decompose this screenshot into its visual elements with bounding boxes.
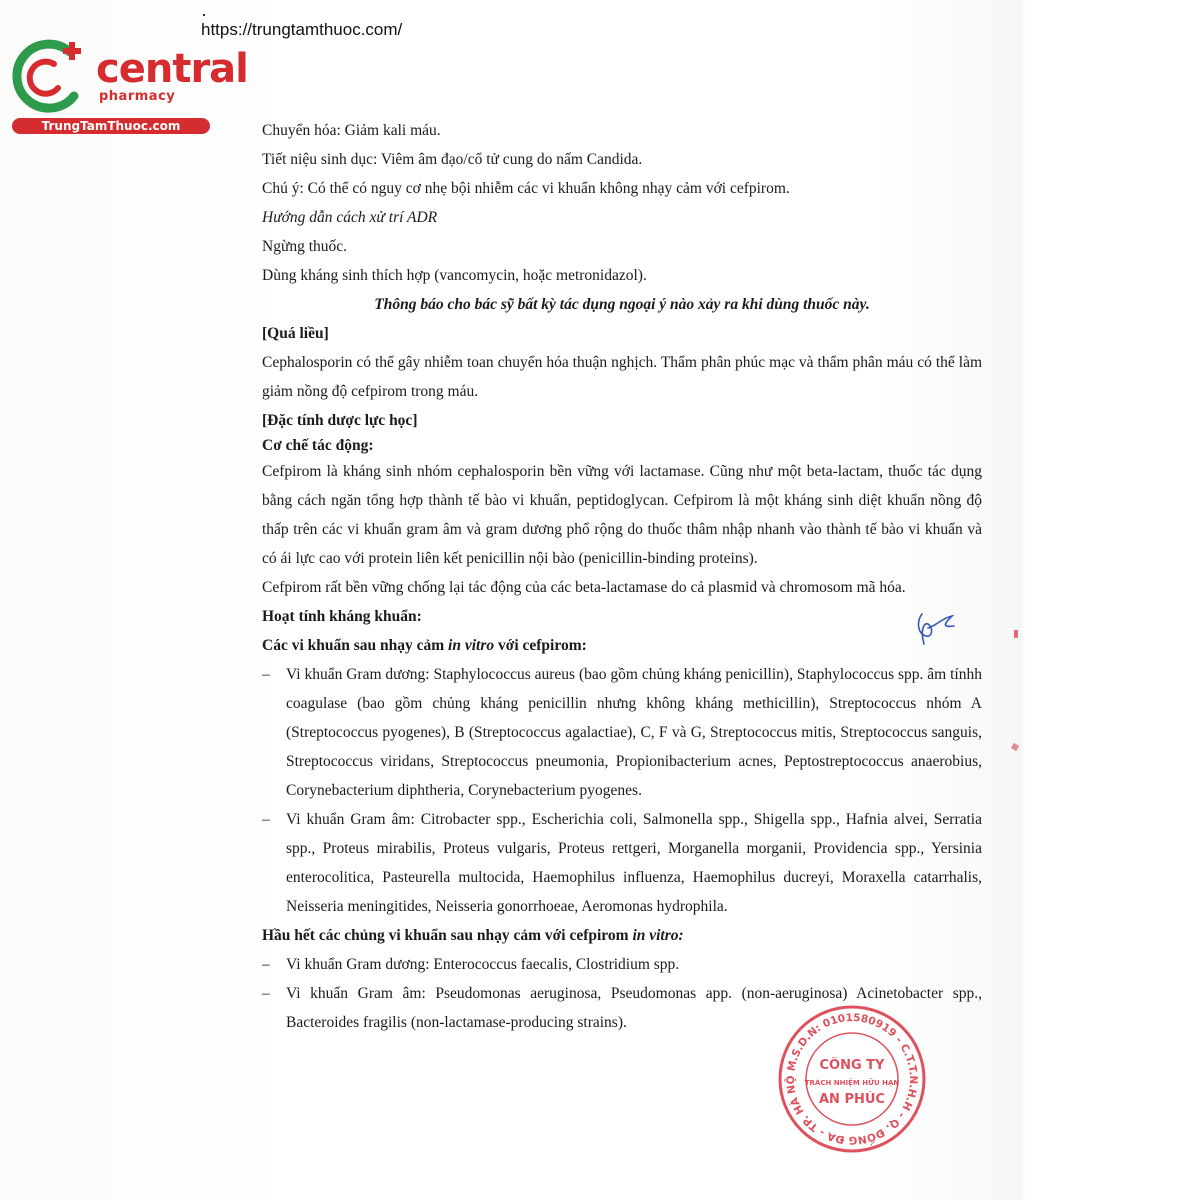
sensitive-heading <box>262 631 982 660</box>
document-body <box>262 116 982 1037</box>
overdose-text: Cephalosporin có thể gây nhiễm toan chuyển hóa thuận nghịch. Thẩm phân phúc mạc và thẩm phân máu có thể làm giảm nồng độ cefpirom trong máu. <box>262 354 982 400</box>
most-heading-b: in vitro: <box>632 927 684 944</box>
text-line: Ngừng thuốc. <box>262 238 348 255</box>
text-line: Dùng kháng sinh thích hợp (vancomycin, hoặc metronidazol). <box>262 267 647 284</box>
source-url[interactable]: https://trungtamthuoc.com/ <box>201 20 403 39</box>
sensitive-heading-b: in vitro <box>448 637 495 654</box>
mechanism-heading: Cơ chế tác động: <box>262 437 374 454</box>
subheading-adr: Hướng dẫn cách xử trí ADR <box>262 209 438 226</box>
signature-icon <box>912 608 962 650</box>
page-edge <box>1018 0 1026 1200</box>
sensitive-heading-a: Các vi khuẩn sau nhạy cảm <box>262 637 449 654</box>
text-line: Chuyển hóa: Giảm kali máu. <box>262 122 441 139</box>
bullet-text: Vi khuẩn Gram âm: Citrobacter spp., Escherichia coli, Salmonella spp., Shigella spp., Hafnia alvei, Serratia spp., Proteus mirabilis, Proteus vulgaris, Proteus rettgeri, Morganella morganii, Providencia spp., Yersinia enterocolitica, Pasteurella multocida, Haemophilus influenza, Haemophilus ducreyi, Moraxella catarrhalis, Neisseria meningitides, Neisseria gonorrhoeae, Aeromonas hydrophila. <box>286 811 982 915</box>
mechanism-text-2: Cefpirom rất bền vững chống lại tác động của các beta-lactamase do cả plasmid và chromosom mã hóa. <box>262 579 906 596</box>
section-heading-overdose: [Quá liều] <box>262 325 329 342</box>
most-strains-heading <box>262 921 982 950</box>
section-heading-pharmacodynamics: [Đặc tính dược lực học] <box>262 412 418 429</box>
logo-subtitle: pharmacy <box>99 89 176 104</box>
speck <box>203 14 205 16</box>
logo-c-icon <box>10 38 94 118</box>
most-heading-a: Hầu hết các chủng vi khuẩn sau nhạy cảm với cefpirom <box>262 927 633 944</box>
stamp-line-1: CÔNG TY <box>819 1058 885 1073</box>
doctor-notice: Thông báo cho bác sỹ bất kỳ tác dụng ngoại ý nào xảy ra khi dùng thuốc này. <box>374 296 870 313</box>
mechanism-text: Cefpirom là kháng sinh nhóm cephalosporin bền vững với lactamase. Cũng như một beta-lactam, thuốc tác dụng bằng cách ngăn tổng hợp thành tế bào vi khuẩn, peptidoglycan. Cefpirom là một kháng sinh diệt khuẩn nồng độ thấp trên các vi khuẩn gram âm và gram dương phổ rộng do thuốc thâm nhập nhanh vào thành tế bào vi khuẩn và có ái lực cao với protein liên kết penicillin nội bào (penicillin-binding proteins). <box>262 463 982 567</box>
ink-mark <box>1014 630 1018 638</box>
bullet-text: Vi khuẩn Gram dương: Enterococcus faecalis, Clostridium spp. <box>286 956 680 973</box>
list-item-gram-negative: – Vi khuẩn Gram âm: Citrobacter spp., Escherichia coli, Salmonella spp., Shigella spp., Hafnia alvei, Serratia spp., Proteus mirabilis, Proteus vulgaris, Proteus rettgeri, Morganella morganii, Providencia spp., Yersinia enterocolitica, Pasteurella multocida, Haemophilus influenza, Haemophilus ducreyi, Moraxella catarrhalis, Neisseria meningitides, Neisseria gonorrhoeae, Aeromonas hydrophila. <box>262 811 982 915</box>
stamp-line-2: TRÁCH NHIỆM HỮU HẠN <box>804 1079 900 1087</box>
list-item-gram-positive-2: – Vi khuẩn Gram dương: Enterococcus faecalis, Clostridium spp. <box>262 956 680 973</box>
bullet-text: Vi khuẩn Gram âm: Pseudomonas aeruginosa, Pseudomonas app. (non-aeruginosa) Acinetobacter spp., Bacteroides fragilis (non-lactamase-producing strains). <box>286 985 982 1031</box>
company-stamp-icon <box>776 1003 928 1155</box>
sensitive-heading-c: với cefpirom: <box>494 637 587 654</box>
activity-heading: Hoạt tính kháng khuẩn: <box>262 608 422 625</box>
logo-name: central <box>96 46 248 92</box>
bullet-text: Vi khuẩn Gram dương: Staphylococcus aureus (bao gồm chủng kháng penicillin), Staphylococcus spp. âm tínhh coagulase (bao gồm chủng kháng penicillin nhưng không kháng methicillin), Streptococcus nhóm A (Streptococcus pyogenes), B (Streptococcus agalactiae), C, F và G, Streptococcus mitis, Streptococcus sanguis, Streptococcus viridans, Streptococcus pneumonia, Propionibacterium acnes, Peptostreptococcus anaerobius, Corynebacterium diphtheria, Corynebacterium pyogenes. <box>286 666 982 799</box>
logo-website-bar: TrungTamThuoc.com <box>12 118 210 134</box>
list-item-gram-negative-2: – Vi khuẩn Gram âm: Pseudomonas aeruginosa, Pseudomonas app. (non-aeruginosa) Acinetobacter spp., Bacteroides fragilis (non-lactamase-producing strains). <box>262 985 982 1031</box>
stamp-line-3: AN PHÚC <box>819 1092 885 1107</box>
stamp-ring-text: M.S.D.N: 0101580919 - C.T.T.N.H.H - Q. ĐỐNG ĐA - TP. HÀ NỘ <box>784 1011 920 1147</box>
text-line: Chú ý: Có thể có nguy cơ nhẹ bội nhiễm các vi khuẩn không nhạy cảm với cefpirom. <box>262 180 790 197</box>
central-pharmacy-logo[interactable] <box>10 38 248 138</box>
list-item-gram-positive: – Vi khuẩn Gram dương: Staphylococcus aureus (bao gồm chủng kháng penicillin), Staphylococcus spp. âm tínhh coagulase (bao gồm chủng kháng penicillin nhưng không kháng methicillin), Streptococcus nhóm A (Streptococcus pyogenes), B (Streptococcus agalactiae), C, F và G, Streptococcus mitis, Streptococcus sanguis, Streptococcus viridans, Streptococcus pneumonia, Propionibacterium acnes, Peptostreptococcus anaerobius, Corynebacterium diphtheria, Corynebacterium pyogenes. <box>262 666 982 799</box>
text-line: Tiết niệu sinh dục: Viêm âm đạo/cổ tử cung do nấm Candida. <box>262 151 643 168</box>
